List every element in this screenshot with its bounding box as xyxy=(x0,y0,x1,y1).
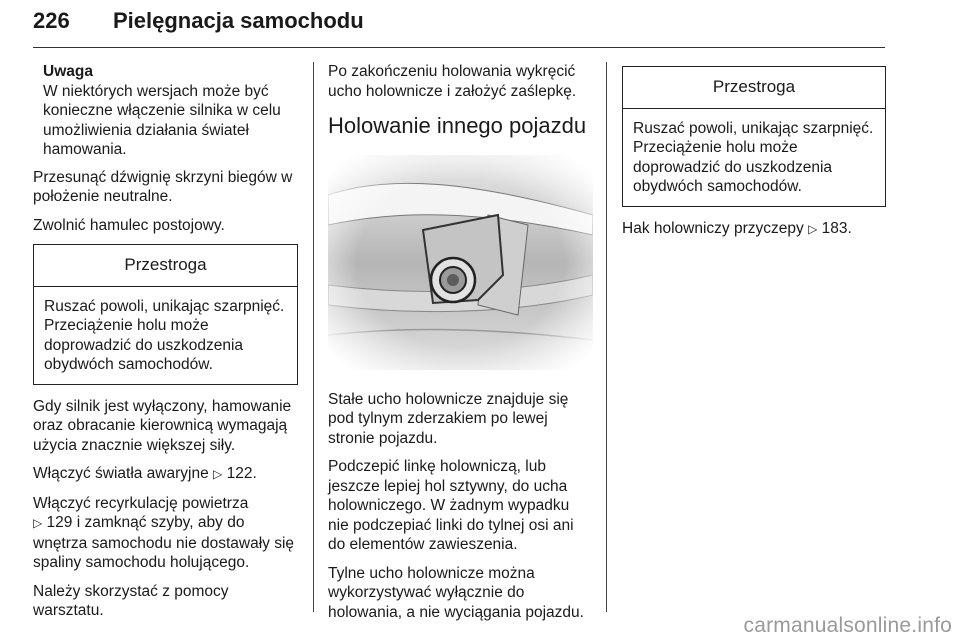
column-3 xyxy=(622,62,886,248)
note-box xyxy=(33,62,298,160)
warning-box xyxy=(33,244,298,385)
warning-text: Ruszać powoli, unikając szarpnięć. Przeciążenie holu może doprowadzić do uszkodzenia obydwóch samochodów. xyxy=(44,297,285,373)
paragraph: Włączyć światła awaryjne ▷ 122. xyxy=(33,465,257,482)
page-reference-link[interactable]: 129 xyxy=(46,514,73,531)
column-1 xyxy=(33,62,298,630)
paragraph: Włączyć recyrkulację powietrza ▷ 129 i zamknąć szyby, aby do wnętrza samochodu nie dostawały się spaliny samochodu holującego. xyxy=(33,494,295,571)
paragraph: Tylne ucho holownicze można wykorzystywać wyłącznie do holowania, a nie wyciągania pojazdu. xyxy=(328,564,584,621)
column-divider xyxy=(606,62,607,612)
watermark: carmanualsonline.info xyxy=(743,614,952,637)
page-title: Pielęgnacja samochodu xyxy=(113,8,364,33)
paragraph: Hak holowniczy przyczepy ▷ 183. xyxy=(622,219,852,237)
page-reference-link[interactable]: 122. xyxy=(226,465,257,482)
column-divider xyxy=(313,62,314,612)
paragraph: Należy skorzystać z pomocy warsztatu. xyxy=(33,582,229,619)
page-number: 226 xyxy=(33,8,70,33)
warning-title: Przestroga xyxy=(623,67,885,109)
towing-eye-illustration xyxy=(328,155,593,370)
paragraph: Przesunąć dźwignię skrzyni biegów w położenie neutralne. xyxy=(33,168,293,205)
note-title: Uwaga xyxy=(43,63,93,80)
paragraph: Gdy silnik jest wyłączony, hamowanie oraz obracanie kierownicą wymagają użycia znacznie większej siły. xyxy=(33,397,292,454)
warning-box xyxy=(622,66,886,207)
column-2 xyxy=(328,62,593,631)
paragraph: Zwolnić hamulec postojowy. xyxy=(33,216,225,234)
triangle-right-icon: ▷ xyxy=(213,467,223,481)
triangle-right-icon: ▷ xyxy=(33,516,43,530)
section-heading: Holowanie innego pojazdu xyxy=(328,113,587,138)
triangle-right-icon: ▷ xyxy=(808,221,818,236)
warning-text: Ruszać powoli, unikając szarpnięć. Przeciążenie holu może doprowadzić do uszkodzenia obydwóch samochodów. xyxy=(633,119,874,195)
paragraph: Po zakończeniu holowania wykręcić ucho holownicze i założyć zaślepkę. xyxy=(328,63,577,100)
paragraph: Podczepić linkę holowniczą, lub jeszcze lepiej hol sztywny, do ucha holowniczego. W żadnym wypadku nie podczepiać linki do tylnej osi ani do elementów zawieszenia. xyxy=(328,458,574,553)
page-header xyxy=(33,6,885,46)
note-text: W niektórych wersjach może być konieczne włączenie silnika w celu umożliwienia działania świateł hamowania. xyxy=(43,82,281,158)
paragraph: Stałe ucho holownicze znajduje się pod tylnym zderzakiem po lewej stronie pojazdu. xyxy=(328,390,569,447)
page-reference-link[interactable]: 183. xyxy=(821,219,852,237)
header-rule xyxy=(33,47,885,48)
warning-title: Przestroga xyxy=(34,245,297,287)
